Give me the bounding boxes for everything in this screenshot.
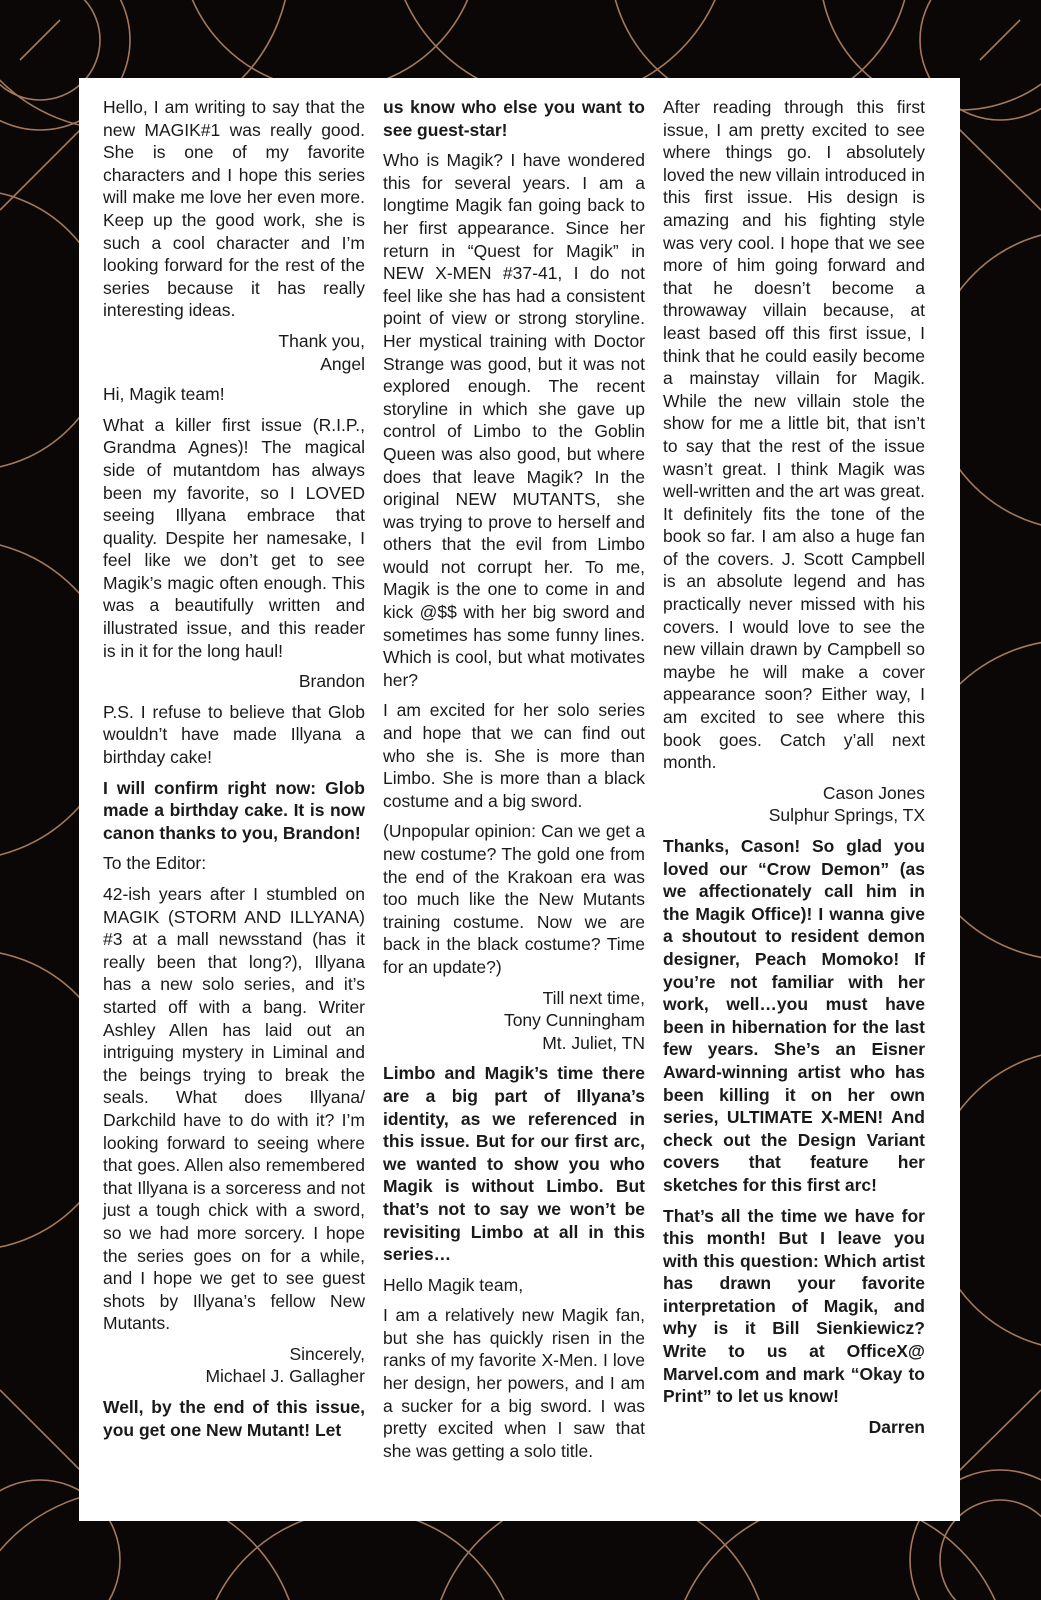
editor-reply-jones: Thanks, Cason! So glad you loved our “Crow Demon” (as we affectionately call him in the Magik Office)! I wanna give a shoutout to resident demon designer, Peach Momoko! If you’re not familiar with her work, well…you must have been in hibernation for the last few years. She’s an Eisner Award-winning artist who has been killing it on her own series, ULTIMATE X-MEN! And check out the Design Variant covers that feature her sketches for this first arc!	[663, 836, 925, 1195]
letters-column-3	[663, 96, 925, 1446]
letter-jones-signature	[663, 782, 925, 827]
letter-cunningham-body-2: I am excited for her solo series and hope that we can find out who she is. She is more than Limbo. She is more than a black costume and a big sword.	[383, 700, 645, 811]
letter-angel-body: Hello, I am writing to say that the new MAGIK#1 was really good. She is one of my favorite characters and I hope this series will make me love her even more. Keep up the good work, she is such a cool character and I’m looking forward for the rest of the series because it has really interesting ideas.	[103, 97, 365, 321]
signoff-text: Thank you,	[278, 330, 365, 351]
letters-column-2	[383, 96, 645, 1470]
signature-name: Tony Cunningham	[503, 1010, 645, 1031]
letter-jones-body-1: I am a relatively new Magik fan, but she has quickly risen in the ranks of my favorite X-Men. I love her design, her powers, and I am a sucker for a big sword. I was pretty excited when I saw that she was getting a solo title.	[383, 1305, 645, 1461]
letter-angel-signature	[103, 330, 365, 375]
signature-name: Angel	[320, 353, 365, 374]
editor-reply-gallagher-end: us know who else you want to see guest-star!	[383, 97, 645, 140]
letter-jones-greeting: Hello Magik team,	[383, 1274, 524, 1295]
letter-cunningham-signature	[383, 987, 645, 1055]
letter-brandon-greeting: Hi, Magik team!	[103, 384, 225, 405]
letters-page-panel	[79, 78, 960, 1521]
editor-closing-question: That’s all the time we have for this month! But I leave you with this question: Which artist has drawn your favorite interpretation of Magik, and why is it Bill Sienkiewicz? Write to us at OfficeX@ Marvel.com and mark “Okay to Print” to let us know!	[663, 1205, 925, 1407]
editor-reply-cunningham: Limbo and Magik’s time there are a big part of Illyana’s identity, as we referenced in this issue. But for our first arc, we wanted to show you who Magik is without Limbo. But that’s not to say we won’t be revisiting Limbo at all in this series…	[383, 1063, 645, 1265]
letter-cunningham-body-3: (Unpopular opinion: Can we get a new costume? The gold one from the end of the Krakoan era was too much like the New Mutants training costume. Now we are back in the black costume? Time for an update?)	[383, 821, 645, 977]
letter-cunningham-body-1: Who is Magik? I have wondered this for several years. I am a longtime Magik fan going back to her first appearance. Since her return in “Quest for Magik” in NEW X-MEN #37-41, I do not feel like she has had a consistent point of view or strong storyline. Her mystical training with Doctor Strange was good, but it was not explored enough. The recent storyline in which she gave up control of Limbo to the Goblin Queen was also good, but where does that leave Magik? In the original NEW MUTANTS, she was trying to prove to herself and others that the evil from Limbo would not corrupt her. To me, Magik is the one to come in and kick @$$ with her big sword and sometimes has some funny lines. Which is cool, but what motivates her?	[383, 150, 645, 690]
signature-name: Michael J. Gallagher	[205, 1366, 365, 1387]
editor-reply-brandon: I will confirm right now: Glob made a birthday cake. It is now canon thanks to you, Brandon!	[103, 777, 365, 843]
signoff-text: Till next time,	[542, 987, 645, 1008]
letter-jones-body-2: After reading through this first issue, I am pretty excited to see where things go. I absolutely loved the new villain introduced in this first issue. His design is amazing and his fighting style was very cool. I hope that we see more of him going forward and that he doesn’t become a throwaway villain because, at least based off this first issue, I think that he could easily become a mainstay villain for Magik. While the new villain stole the show for me a little bit, that isn’t to say that the rest of the issue wasn’t great. I think Magik was well-written and the art was great. It definitely fits the tone of the book so far. I am also a huge fan of the covers. J. Scott Campbell is an absolute legend and has practically never missed with his covers. I would love to see the new villain drawn by Campbell so maybe he will make a cover appearance soon? Either way, I am excited to see where this book goes. Catch y’all next month.	[663, 97, 925, 773]
editor-reply-gallagher-start: Well, by the end of this issue, you get one New Mutant! Let	[103, 1397, 365, 1440]
signature-location: Mt. Juliet, TN	[542, 1032, 645, 1053]
letters-column-1	[103, 96, 365, 1449]
editor-signature: Darren	[868, 1416, 925, 1437]
letter-brandon-body: What a killer first issue (R.I.P., Grandma Agnes)! The magical side of mutantdom has always been my favorite, so I LOVED seeing Illyana embrace that quality. Despite her namesake, I feel like we don’t get to see Magik’s magic often enough. This was a beautifully written and illustrated issue, and this reader is in it for the long haul!	[103, 414, 365, 661]
letter-gallagher-greeting: To the Editor:	[103, 853, 207, 874]
letter-brandon-postscript: P.S. I refuse to believe that Glob wouldn’t have made Illyana a birthday cake!	[103, 701, 365, 768]
signoff-text: Sincerely,	[289, 1343, 365, 1364]
signature-location: Sulphur Springs, TX	[768, 805, 925, 826]
signature-name: Cason Jones	[822, 782, 925, 803]
letter-gallagher-signature	[103, 1343, 365, 1388]
letter-brandon-signature: Brandon	[298, 671, 365, 692]
letter-gallagher-body: 42-ish years after I stumbled on MAGIK (STORM AND ILLYANA) #3 at a mall newsstand (has it really been that long?), Illyana has a new solo series, and it’s started off with a bang. Writer Ashley Allen has laid out an intriguing mystery in Liminal and the beings trying to break the seals. What does Illyana/ Darkchild have to do with it? I’m looking forward to seeing where that goes. Allen also remembered that Illyana is a sorceress and not just a tough chick with a sword, so we had more sorcery. I hope the series goes on for a while, and I hope we get to see guest shots by Illyana’s fellow New Mutants.	[103, 884, 365, 1334]
